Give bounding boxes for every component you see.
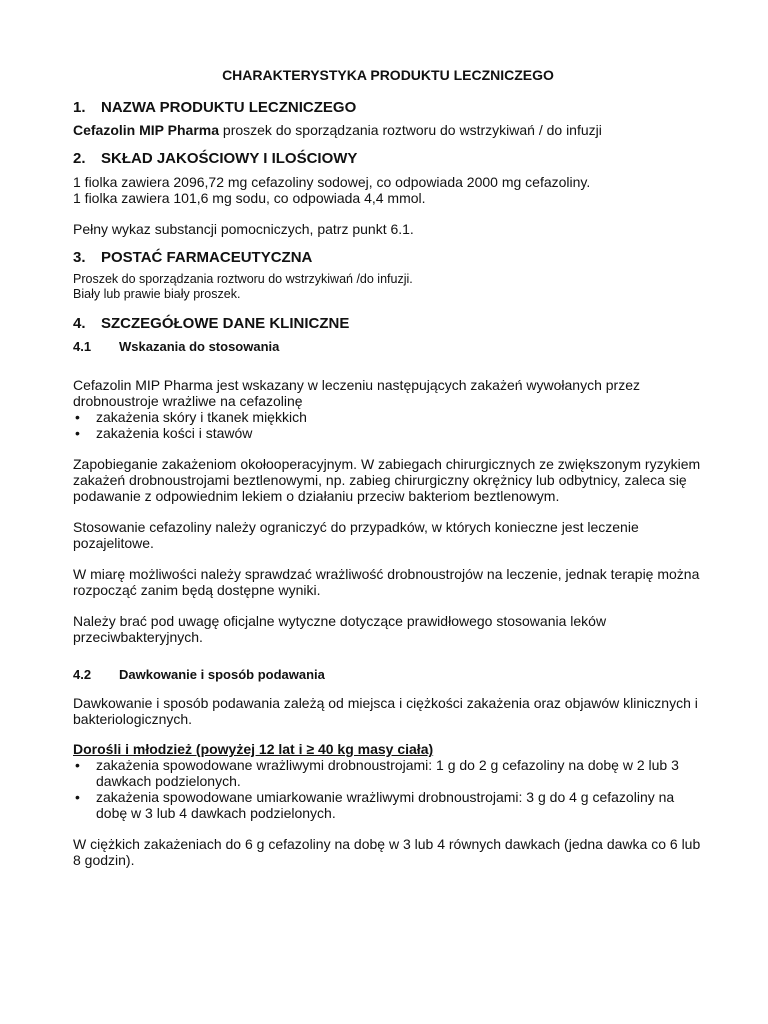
list-item: • zakażenia kości i stawów [75, 425, 253, 441]
section-1-number: 1. [73, 99, 86, 116]
excipients-note: Pełny wykaz substancji pomocniczych, patrz punkt 6.1. [73, 221, 414, 237]
section-4-2-number: 4.2 [73, 667, 92, 682]
form-line-2: Biały lub prawie biały proszek. [73, 287, 241, 301]
section-2-heading [73, 150, 703, 168]
section-3-heading [73, 249, 703, 267]
indications-intro: Cefazolin MIP Pharma jest wskazany w leczeniu następujących zakażeń wywołanych przez drobnoustroje wrażliwe na cefazolinę [73, 377, 641, 409]
composition-line-2: 1 fiolka zawiera 101,6 mg sodu, co odpowiada 4,4 mmol. [73, 190, 426, 206]
section-4-heading [73, 315, 703, 333]
section-3-number: 3. [73, 249, 86, 266]
section-4-1-number: 4.1 [73, 339, 92, 354]
product-name-bold: Cefazolin MIP Pharma [73, 122, 220, 138]
bullet-icon: • [75, 425, 80, 441]
list-item: • zakażenia skóry i tkanek miękkich [75, 409, 307, 425]
adult-dosage-list [73, 757, 703, 821]
section-4-2-title: Dawkowanie i sposób podawania [119, 667, 325, 682]
list-item: • zakażenia spowodowane umiarkowanie wrażliwymi drobnoustrojami: 3 g do 4 g cefazoliny na dobę w 3 lub 4 dawkach podzielonych. [75, 789, 675, 821]
bullet-icon: • [75, 757, 80, 773]
bullet-icon: • [75, 789, 80, 805]
prophylaxis-paragraph: Zapobieganie zakażeniom okołooperacyjnym. W zabiegach chirurgicznych ze zwiększonym ryzykiem zakażeń drobnoustrojami beztlenowymi, np. zabieg chirurgiczny okrężnicy lub odbytnicy, zaleca się podawanie z odpowiednim lekiem o działaniu przeciw bakteriom beztlenowym. [73, 456, 701, 504]
adults-subheading: Dorośli i młodzież (powyżej 12 lat i ≥ 40 kg masy ciała) [73, 741, 434, 757]
section-3-title: POSTAĆ FARMACEUTYCZNA [101, 249, 313, 266]
product-name [73, 122, 703, 138]
guidelines-paragraph: Należy brać pod uwagę oficjalne wytyczne dotyczące prawidłowego stosowania leków przeciwbakteryjnych. [73, 613, 607, 645]
susceptibility-paragraph: W miarę możliwości należy sprawdzać wrażliwość drobnoustrojów na leczenie, jednak terapię można rozpocząć zanim będą dostępne wyniki. [73, 566, 700, 598]
section-2-title: SKŁAD JAKOŚCIOWY I ILOŚCIOWY [101, 150, 358, 167]
composition-line-1: 1 fiolka zawiera 2096,72 mg cefazoliny sodowej, co odpowiada 2000 mg cefazoliny. [73, 174, 591, 190]
dosage-intro: Dawkowanie i sposób podawania zależą od miejsca i ciężkości zakażenia oraz objawów klinicznych i bakteriologicznych. [73, 695, 698, 727]
list-item: • zakażenia spowodowane wrażliwymi drobnoustrojami: 1 g do 2 g cefazoliny na dobę w 2 lub 3 dawkach podzielonych. [75, 757, 679, 789]
section-1-title: NAZWA PRODUKTU LECZNICZEGO [101, 99, 357, 116]
bullet-icon: • [75, 409, 80, 425]
indications-list [73, 409, 703, 441]
section-4-number: 4. [73, 315, 86, 332]
section-2-number: 2. [73, 150, 86, 167]
severe-infections-paragraph: W ciężkich zakażeniach do 6 g cefazoliny na dobę w 3 lub 4 równych dawkach (jedna dawka co 6 lub 8 godzin). [73, 836, 701, 868]
document-title: CHARAKTERYSTYKA PRODUKTU LECZNICZEGO [222, 67, 554, 83]
document-page [73, 66, 703, 868]
product-name-rest: proszek do sporządzania roztworu do wstrzykiwań / do infuzji [219, 122, 602, 138]
section-4-title: SZCZEGÓŁOWE DANE KLINICZNE [101, 315, 350, 332]
section-1-heading [73, 99, 703, 117]
form-line-1: Proszek do sporządzania roztworu do wstrzykiwań /do infuzji. [73, 272, 413, 286]
section-4-1-title: Wskazania do stosowania [119, 339, 280, 354]
section-4-2-heading [73, 667, 703, 683]
parenteral-paragraph: Stosowanie cefazoliny należy ograniczyć do przypadków, w których konieczne jest leczenie pozajelitowe. [73, 519, 639, 551]
section-4-1-heading [73, 339, 703, 355]
